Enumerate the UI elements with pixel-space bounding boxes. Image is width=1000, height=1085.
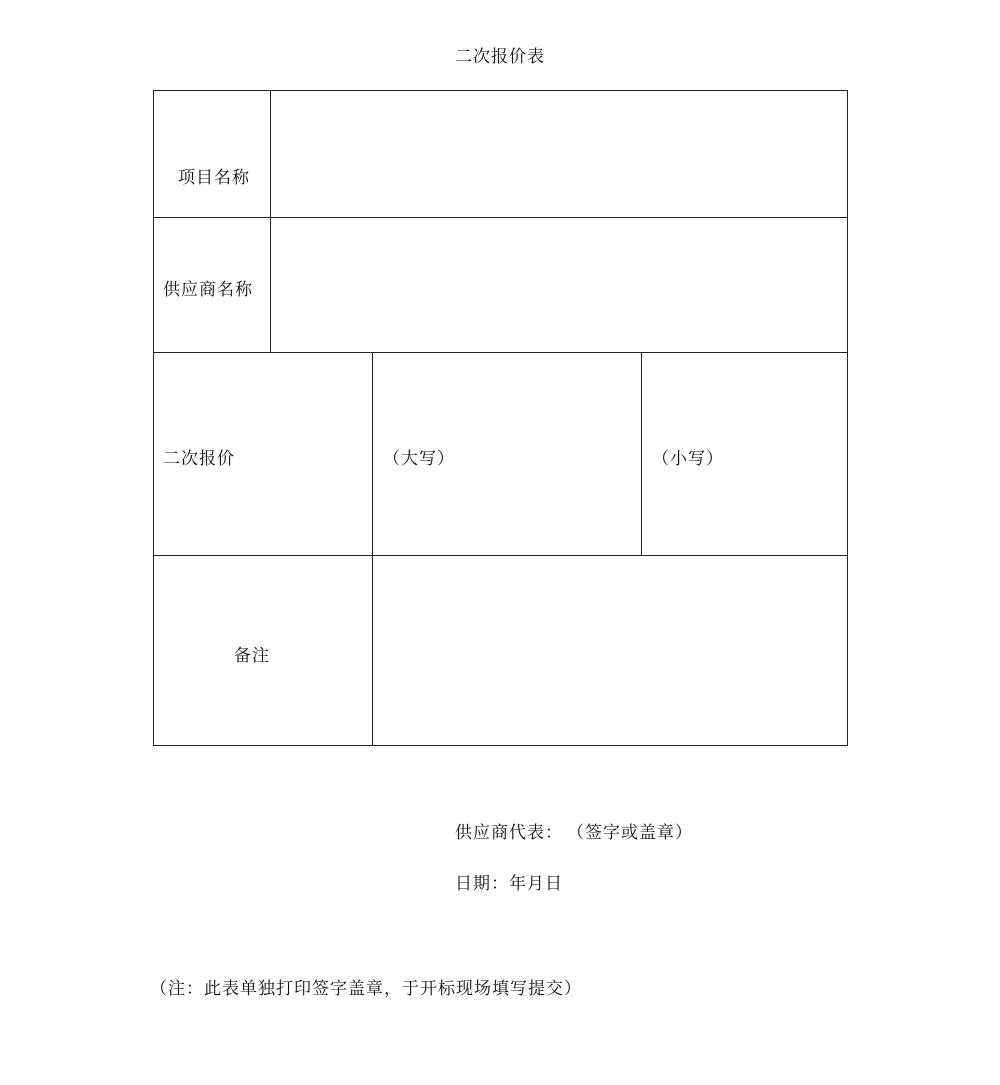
table-border-bottom <box>153 745 848 746</box>
date-label: 日期：年月日 <box>455 874 563 894</box>
page-title: 二次报价表 <box>455 47 545 67</box>
remarks-label: 备注 <box>234 646 270 666</box>
supplier-name-field[interactable] <box>271 218 847 352</box>
footnote: （注：此表单独打印签字盖章，于开标现场填写提交） <box>150 979 582 999</box>
row-divider <box>153 352 848 353</box>
remarks-field[interactable] <box>373 556 847 745</box>
representative-label: 供应商代表： <box>455 823 563 843</box>
table-border-left <box>153 90 154 746</box>
quote-label: 二次报价 <box>163 449 235 469</box>
project-name-label: 项目名称 <box>178 168 250 188</box>
quote-lowercase-label: （小写） <box>652 449 724 469</box>
table-border-right <box>847 90 848 746</box>
representative-signature-hint: （签字或盖章） <box>567 823 693 843</box>
quote-uppercase-label: （大写） <box>383 449 455 469</box>
project-name-field[interactable] <box>271 91 847 217</box>
column-divider <box>641 352 642 556</box>
supplier-name-label: 供应商名称 <box>163 280 253 300</box>
